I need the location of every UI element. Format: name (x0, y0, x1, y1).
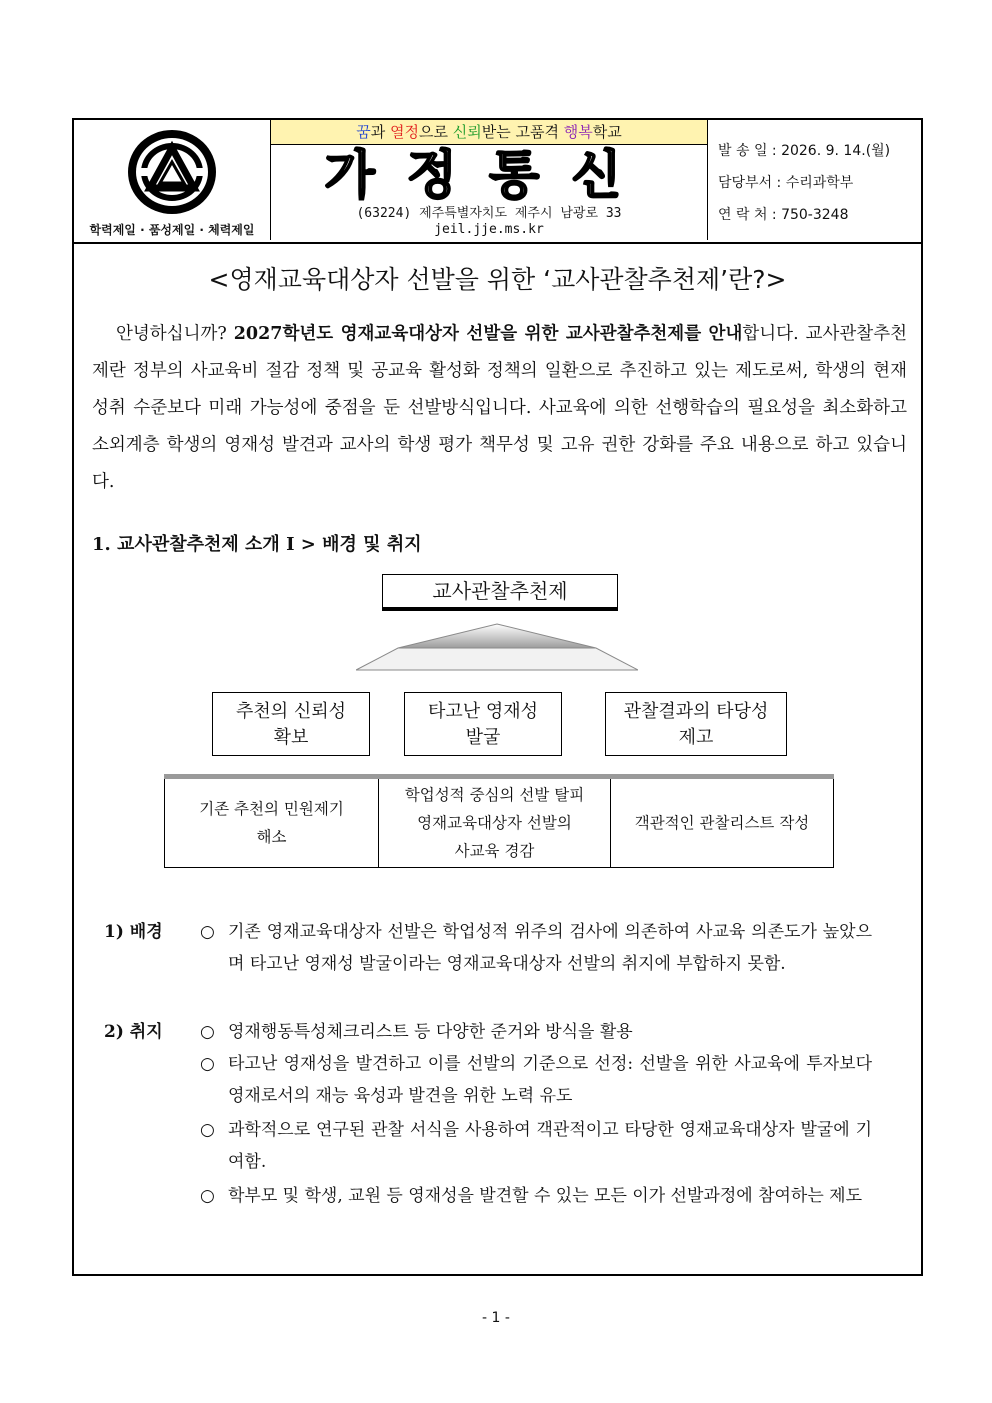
bullet-circle-icon: ○ (200, 1054, 215, 1074)
newsletter-frame (72, 118, 923, 1276)
bullet-circle-icon: ○ (200, 1022, 215, 1042)
newsletter-title: 가정통신 (324, 146, 654, 206)
school-emblem-icon (124, 128, 220, 220)
item-text: 과학적으로 연구된 관찰 서식을 사용하여 객관적이고 타당한 영재교육대상자 발굴에 기여함. (228, 1120, 872, 1172)
goal-box-giftedness (404, 692, 562, 756)
department: 담당부서 : 수리과학부 (718, 175, 854, 191)
intro-rest: 합니다. 교사관찰추천제란 정부의 사교육비 절감 정책 및 공교육 활성화 정책의 일환으로 추진하고 있는 제도로써, 학생의 현재 성취 수준보다 미래 가능성에 중점을 둔 선발방식입니다. 사교육에 의한 선행학습의 필요성을 최소화하고 소외계층 학생의 영재성 발견과 교사의 학생 평가 책무성 및 고유 권한 강화를 주요 내용으로 하고 있습니다. (92, 324, 908, 492)
intro-paragraph (92, 316, 907, 501)
title-cell (271, 120, 708, 240)
item-text: 기존 영재교육대상자 선발은 학업성적 위주의 검사에 의존하여 사교육 의존도가 높았으며 타고난 영재성 발굴이라는 영재교육대상자 선발의 취지에 부합하지 못함. (228, 922, 872, 974)
basis-cell (379, 779, 611, 867)
page-number: - 1 - (482, 1310, 510, 1326)
purpose-item (200, 1016, 872, 1048)
issue-date: 발 송 일 : 2026. 9. 14.(월) (718, 143, 891, 159)
goal-line: 추천의 신뢰성 (235, 701, 347, 722)
item-text: 학부모 및 학생, 교원 등 영재성을 발견할 수 있는 모든 이가 선발과정에 참여하는 제도 (228, 1186, 863, 1206)
purpose-label: 2) 취지 (104, 1022, 163, 1042)
school-slogan (271, 120, 707, 145)
bullet-circle-icon: ○ (200, 1186, 215, 1206)
background-label: 1) 배경 (104, 922, 163, 942)
goal-line: 제고 (678, 727, 714, 748)
goal-line: 확보 (273, 727, 309, 748)
basis-table (164, 778, 834, 868)
item-text: 타고난 영재성을 발견하고 이를 선발의 기준으로 선정: 선발을 위한 사교육에 투자보다 영재로서의 재능 육성과 발견을 위한 노력 유도 (228, 1054, 872, 1106)
goal-box-reliability (212, 692, 370, 756)
section-heading: 1. 교사관찰추천제 소개 Ⅰ > 배경 및 취지 (92, 534, 422, 555)
goal-box-validity (605, 692, 787, 756)
newsletter-header (74, 120, 921, 244)
bullet-circle-icon: ○ (200, 922, 215, 942)
background-item (200, 916, 872, 980)
goal-line: 관찰결과의 타당성 (623, 701, 769, 722)
slogan-segment: 행복 (563, 123, 593, 141)
basis-cell (611, 779, 833, 867)
address-line: (63224) 제주특별자치도 제주시 남광로 33 (356, 206, 622, 221)
slogan-segment: 꿈 (356, 123, 371, 141)
slogan-segment: 으로 (419, 123, 453, 141)
logo-cell (74, 120, 271, 240)
issue-info (708, 120, 921, 240)
logo-caption: 학력제일 · 품성제일 · 체력제일 (89, 223, 255, 237)
diagram-title: 교사관찰추천제 (382, 574, 618, 608)
slogan-segment: 학교 (592, 123, 622, 141)
basis-line: 객관적인 관찰리스트 작성 (634, 814, 810, 832)
slogan-segment: 열정 (390, 123, 420, 141)
goal-line: 발굴 (465, 727, 501, 748)
purpose-item (200, 1180, 872, 1212)
basis-line: 해소 (256, 828, 287, 846)
slogan-segment: 받는 고품격 (481, 123, 564, 141)
basis-line: 사교육 경감 (454, 842, 535, 860)
up-arrow-icon (356, 622, 638, 674)
intro-prefix: 안녕하십니까? (116, 324, 234, 344)
contact: 연 락 처 : 750-3248 (718, 207, 849, 223)
goal-line: 타고난 영재성 (427, 701, 539, 722)
basis-line: 영재교육대상자 선발의 (417, 814, 572, 832)
school-address (271, 206, 707, 238)
bullet-circle-icon: ○ (200, 1120, 215, 1140)
slogan-segment: 신뢰 (452, 123, 482, 141)
purpose-item (200, 1048, 872, 1112)
basis-line: 학업성적 중심의 선발 탈피 (404, 786, 585, 804)
basis-cell (165, 779, 379, 867)
intro-bold: 2027학년도 영재교육대상자 선발을 위한 교사관찰추천제를 안내 (233, 324, 743, 344)
item-text: 영재행동특성체크리스트 등 다양한 준거와 방식을 활용 (228, 1022, 633, 1042)
purpose-item (200, 1114, 872, 1178)
slogan-segment: 과 (370, 123, 391, 141)
main-title: <영재교육대상자 선발을 위한 ‘교사관찰추천제’란?> (208, 265, 787, 294)
basis-line: 기존 추천의 민원제기 (199, 800, 344, 818)
school-website[interactable]: jeil.jje.ms.kr (434, 222, 544, 237)
